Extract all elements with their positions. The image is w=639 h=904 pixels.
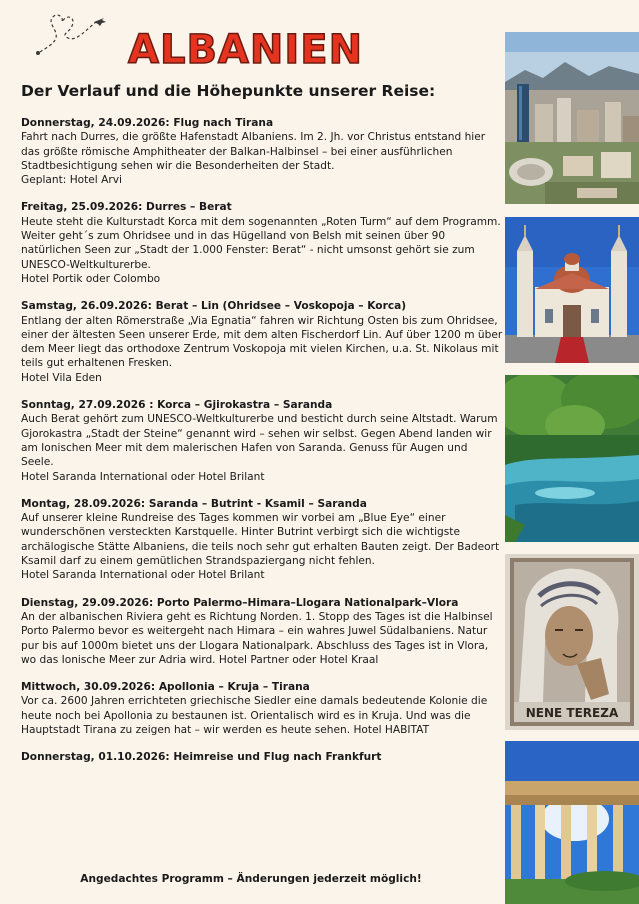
photo-mosaic: [505, 554, 639, 730]
page-title: ALBANIEN: [128, 27, 364, 73]
footer-note: Angedachtes Programm – Änderungen jederzeit möglich!: [80, 873, 422, 885]
photo-apollonia: [505, 741, 639, 904]
day-4: [21, 398, 503, 484]
day-5: [21, 497, 503, 583]
day-description: Entlang der alten Römerstraße „Via Egnatia“ fahren wir Richtung Osten bis zum Ohridsee, einer der ältesten Seen unserer Erde, mit dem alten Fischerdorf Lin. Auf über 1200 m über dem Meer liegt das orthodoxe Zentrum Voskopoja mit vielen Kirchen, u.a. St. Nikolaus mit teils gut erhaltenen Fresken.: [21, 314, 503, 370]
photo-blue-eye: [505, 375, 639, 542]
day-hotel: Hotel Saranda International oder Hotel Brilant: [21, 569, 265, 582]
day-heading: Dienstag, 29.09.2026: Porto Palermo–Himara–Llogara Nationalpark–Vlora: [21, 596, 459, 609]
day-description: Heute steht die Kulturstadt Korca mit dem sogenannten „Roten Turm“ auf dem Programm. Weiter geht´s zum Ohridsee und in das Hügelland von Belsh mit seinen über 90 natürlichen Seen zur „Stadt der 1.000 Fenster: Berat“ - nicht umsonst gehört sie zum UNESCO-Weltkulturerbe.: [21, 215, 501, 271]
day-heading: Donnerstag, 24.09.2026: Flug nach Tirana: [21, 117, 274, 129]
day-description: Fahrt nach Durres, die größte Hafenstadt Albaniens. Im 2. Jh. vor Christus entstand hier das größte römische Amphitheater der Balkan-Halbinsel – bei einer ausführlichen Stadtbesichtigung sehen wir die Besonderheiten der Stadt.: [21, 131, 486, 172]
day-3: [21, 299, 503, 385]
day-1: [21, 116, 503, 187]
day-6: [21, 596, 503, 667]
day-description: Vor ca. 2600 Jahren errichteten griechische Siedler eine damals bedeutende Kolonie die heute noch bei Apollonia zu bestaunen ist. Orientalisch wird es in Kruja. Und was die Hauptstadt Tirana zu zeigen hat – wir werden es heute sehen. Hotel HABITAT: [21, 695, 488, 736]
day-7: [21, 680, 503, 737]
day-hotel: Hotel Vila Eden: [21, 371, 102, 384]
itinerary: [21, 116, 503, 765]
day-description: Auf unserer kleine Rundreise des Tages kommen wir vorbei am „Blue Eye“ einer wunderschönen versteckten Karstquelle. Hinter Butrint verbirgt sich die wichtigste archälogische Stätte Albaniens, die teils noch sehr gut erhalten Bauten zeigt. Der Badeort Ksamil darf zu einem gemütlichen Strandspaziergang nicht fehlen.: [21, 512, 500, 568]
day-description: An der albanischen Riviera geht es Richtung Norden. 1. Stopp des Tages ist die Halbinsel Porto Palermo bevor es weitergeht nach Himara – ein wahres Juwel Südalbaniens. Natur pur bis auf 1000m bietet uns der Llogara Nationalpark. Abschluss des Tages ist in Vlora, wo das Ionische Meer zur Adria wird. Hotel Partner oder Hotel Kraal: [21, 610, 493, 666]
page-subtitle: Der Verlauf und die Höhepunkte unserer Reise:: [21, 82, 436, 100]
day-heading: Mittwoch, 30.09.2026: Apollonia – Kruja – Tirana: [21, 681, 310, 694]
day-8-heading: Donnerstag, 01.10.2026: Heimreise und Flug nach Frankfurt: [21, 751, 382, 764]
day-heading: Samstag, 26.09.2026: Berat – Lin (Ohridsee – Voskopoja – Korca): [21, 300, 407, 313]
day-hotel: Hotel Portik oder Colombo: [21, 272, 161, 285]
mosaic-caption: NENE TEREZA: [525, 706, 619, 720]
photo-cathedral: [505, 217, 639, 363]
day-heading: Montag, 28.09.2026: Saranda – Butrint - Ksamil – Saranda: [21, 497, 367, 510]
day-hotel: Geplant: Hotel Arvi: [21, 174, 122, 187]
photo-tirana-skyline: [505, 32, 639, 204]
day-heading: Sonntag, 27.09.2026 : Korca – Gjirokastra – Saranda: [21, 399, 333, 412]
heart-plane-icon: [28, 8, 108, 58]
day-heading: Freitag, 25.09.2026: Durres – Berat: [21, 201, 232, 214]
day-hotel: Hotel Saranda International oder Hotel Brilant: [21, 470, 265, 483]
day-description: Auch Berat gehört zum UNESCO-Weltkulturerbe und besticht durch seine Altstadt. Warum Gjorokastra „Stadt der Steine“ genannt wird – sehen wir selbst. Gegen Abend landen wir am Ionischen Meer mit dem malerischen Hafen von Saranda. Genuss für Augen und Seele.: [21, 413, 498, 469]
day-2: [21, 200, 503, 286]
